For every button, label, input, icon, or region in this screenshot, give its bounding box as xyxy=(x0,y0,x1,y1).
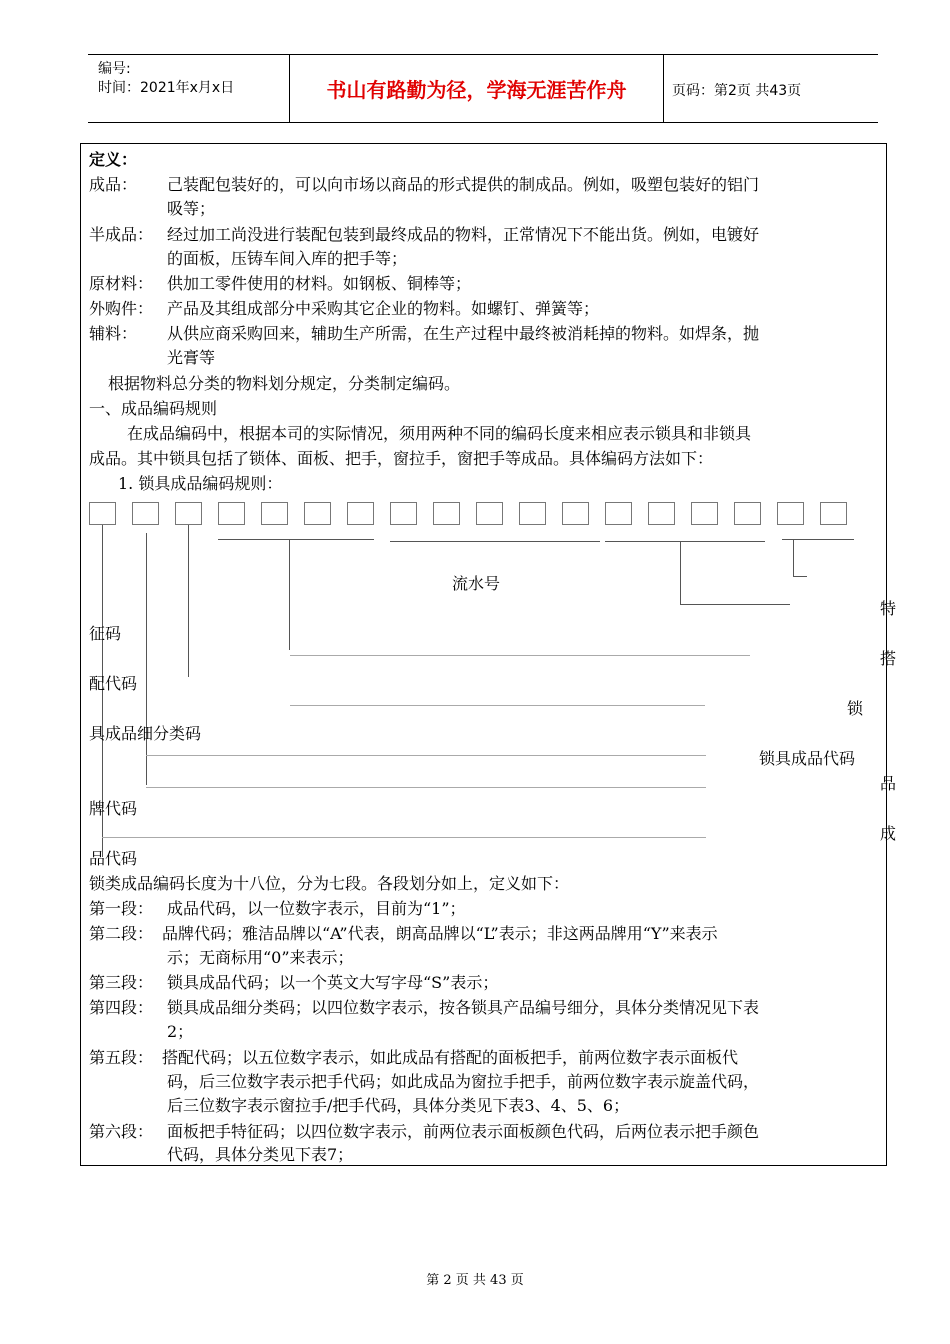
guide-line xyxy=(146,787,706,788)
segment-label: 第四段： xyxy=(89,998,154,1017)
segment-line: 锁具成品细分类码；以四位数字表示，按各锁具产品编号细分，具体分类情况见下表 xyxy=(167,998,760,1017)
segment-line: 品牌代码；雅洁品牌以“A”代表，朗高品牌以“L”表示；非这两品牌用“Y”来表示 xyxy=(162,924,718,943)
leader-line xyxy=(793,576,807,577)
leader-line xyxy=(793,539,794,577)
code-box xyxy=(476,502,503,525)
code-box xyxy=(691,502,718,525)
leader-line xyxy=(289,540,290,650)
leader-line xyxy=(188,525,189,677)
segment-line: 面板把手特征码；以四位数字表示，前两位表示面板颜色代码，后两位表示把手颜色 xyxy=(167,1122,760,1141)
guide-line xyxy=(102,837,706,838)
code-box xyxy=(347,502,374,525)
header-top-rule xyxy=(88,54,878,55)
intro-text: 根据物料总分类的物料划分规定，分类制定编码。 xyxy=(108,374,461,393)
match-label-char: 搭 xyxy=(880,649,897,668)
guide-line xyxy=(290,655,750,656)
def-term: 外购件： xyxy=(89,299,154,318)
code-box xyxy=(519,502,546,525)
def-line: 从供应商采购回来，辅助生产所需，在生产过程中最终被消耗掉的物料。如焊条，抛 xyxy=(167,324,760,343)
segment-label: 第六段： xyxy=(89,1122,154,1141)
product-label-char: 品 xyxy=(880,774,897,793)
segment-label: 第二段： xyxy=(89,924,154,943)
lock-label-char: 锁 xyxy=(847,699,864,718)
code-box xyxy=(304,502,331,525)
code-box xyxy=(89,502,116,525)
guide-line xyxy=(146,755,706,756)
code-box xyxy=(261,502,288,525)
code-box xyxy=(648,502,675,525)
product-label-char: 成 xyxy=(880,824,897,843)
guide-line xyxy=(290,705,705,706)
code-box xyxy=(390,502,417,525)
sub-heading: 1. 锁具成品编码规则： xyxy=(118,474,283,493)
bracket-line xyxy=(218,539,374,540)
detail-code-label: 具成品细分类码 xyxy=(89,724,202,743)
bracket-line xyxy=(605,541,765,542)
definitions-title: 定义： xyxy=(89,150,138,169)
def-line: 经过加工尚没进行装配包装到最终成品的物料，正常情况下不能出货。例如，电镀好 xyxy=(167,225,760,244)
code-box xyxy=(605,502,632,525)
segment-line: 后三位数字表示窗拉手/把手代码，具体分类见下表3、4、5、6； xyxy=(167,1096,630,1115)
segment-label: 第五段： xyxy=(89,1048,154,1067)
brand-code-label: 牌代码 xyxy=(89,799,138,818)
def-line: 吸等； xyxy=(167,199,216,218)
code-box xyxy=(820,502,847,525)
page-footer: 第 2 页 共 43 页 xyxy=(426,1273,524,1288)
bracket-line xyxy=(390,541,600,542)
number-label: 编号: xyxy=(98,61,131,77)
segment-line: 成品代码，以一位数字表示，目前为“1”； xyxy=(167,899,466,918)
segments-summary: 锁类成品编码长度为十八位，分为七段。各段划分如上，定义如下： xyxy=(89,874,570,893)
header-divider-2 xyxy=(663,54,664,123)
section-heading: 一、成品编码规则 xyxy=(89,399,218,418)
code-box xyxy=(734,502,761,525)
segment-label: 第三段： xyxy=(89,973,154,992)
def-line: 己装配包装好的，可以向市场以商品的形式提供的制成品。例如，吸塑包装好的铝门 xyxy=(167,175,760,194)
segment-line: 代码，具体分类见下表7； xyxy=(167,1145,354,1164)
def-line: 供加工零件使用的材料。如钢板、铜棒等； xyxy=(167,274,472,293)
def-line: 光膏等 xyxy=(167,348,216,367)
def-line: 产品及其组成部分中采购其它企业的物料。如螺钉、弹簧等； xyxy=(167,299,600,318)
segment-line: 搭配代码；以五位数字表示，如此成品有搭配的面板把手，前两位数字表示面板代 xyxy=(162,1048,739,1067)
code-box xyxy=(218,502,245,525)
feature-label-char: 特 xyxy=(880,599,897,618)
segment-line: 锁具成品代码；以一个英文大写字母“S”表示； xyxy=(167,973,499,992)
section-para-line: 在成品编码中，根据本司的实际情况，须用两种不同的编码长度来相应表示锁具和非锁具 xyxy=(127,424,752,443)
leader-line xyxy=(680,542,681,604)
segment-line: 2； xyxy=(167,1022,194,1041)
def-term: 辅料： xyxy=(89,324,138,343)
time-label: 时间：2021年x月x日 xyxy=(98,80,235,96)
segment-line: 示；无商标用“0”来表示； xyxy=(167,948,354,967)
leader-line xyxy=(146,533,147,785)
def-term: 半成品： xyxy=(89,225,154,244)
code-box xyxy=(433,502,460,525)
def-term: 成品： xyxy=(89,175,138,194)
feature-code-label: 征码 xyxy=(89,624,122,643)
lock-product-code-label: 锁具成品代码 xyxy=(759,749,856,768)
code-box xyxy=(777,502,804,525)
segment-label: 第一段： xyxy=(89,899,154,918)
code-box xyxy=(175,502,202,525)
segment-line: 码，后三位数字表示把手代码；如此成品为窗拉手把手，前两位数字表示旋盖代码， xyxy=(167,1072,760,1091)
product-code-label: 品代码 xyxy=(89,849,138,868)
header-bottom-rule xyxy=(88,122,878,123)
motto: 书山有路勤为径，学海无涯苦作舟 xyxy=(326,78,627,102)
section-para-line: 成品。其中锁具包括了锁体、面板、把手，窗拉手，窗把手等成品。具体编码方法如下： xyxy=(89,449,714,468)
def-term: 原材料： xyxy=(89,274,154,293)
page-info: 页码：第2页 共43页 xyxy=(672,83,802,99)
leader-line xyxy=(680,604,790,605)
def-line: 的面板，压铸车间入库的把手等； xyxy=(167,249,408,268)
code-box xyxy=(562,502,589,525)
match-code-label: 配代码 xyxy=(89,674,138,693)
code-box xyxy=(132,502,159,525)
serial-number-label: 流水号 xyxy=(452,574,501,593)
